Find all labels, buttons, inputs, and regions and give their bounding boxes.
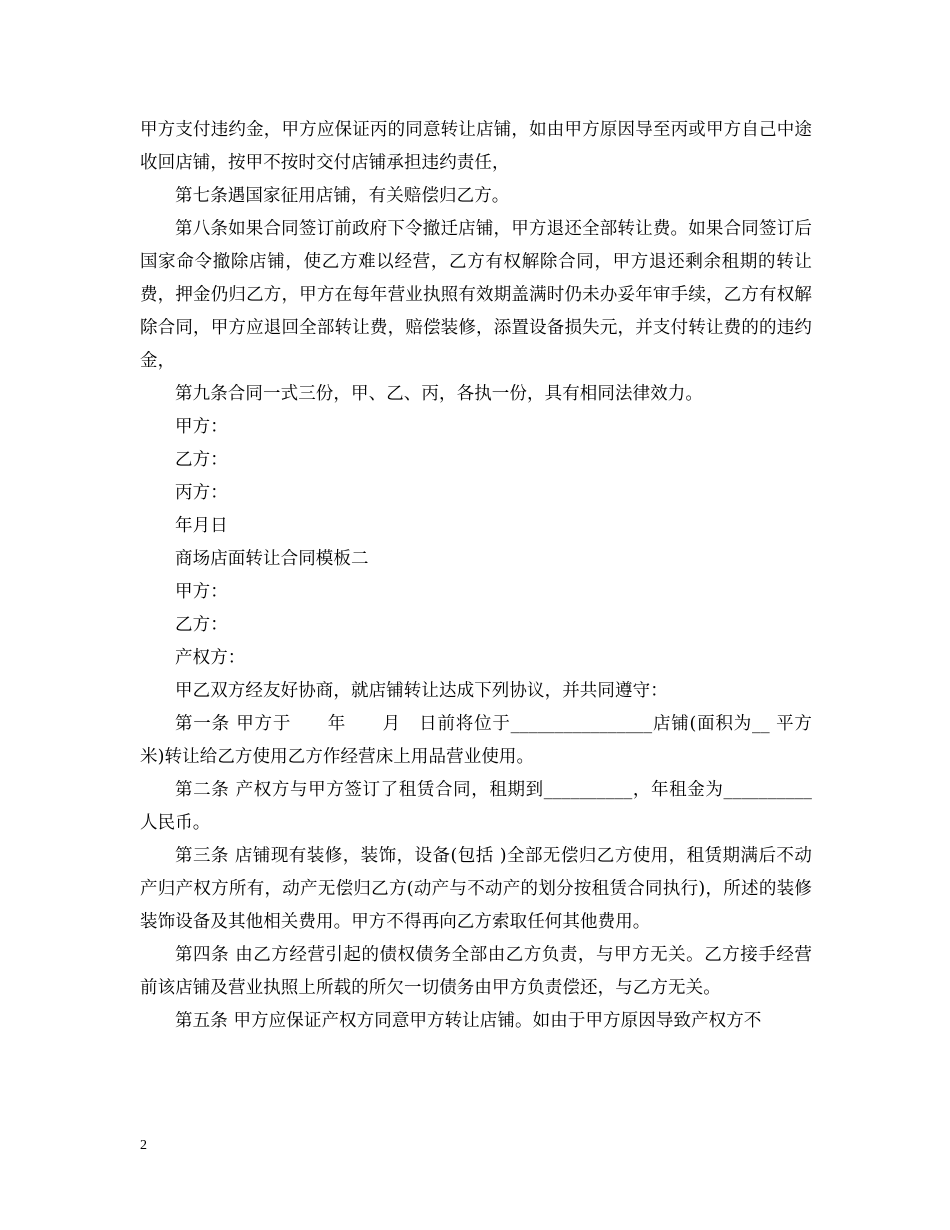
paragraph: 第四条 由乙方经营引起的债权债务全部由乙方负责，与甲方无关。乙方接手经营前该店铺及营业执照上所载的所欠一切债务由甲方负责偿还，与乙方无关。 (140, 945, 812, 998)
paragraph: 甲方支付违约金，甲方应保证丙的同意转让店铺，如由甲方原因导至丙或甲方自己中途收回店铺，按甲不按时交付店铺承担违约责任， (140, 120, 812, 173)
document-body (140, 114, 812, 1038)
section-title: 商场店面转让合同模板二 (175, 549, 369, 569)
signature-label-party-c: 丙方： (175, 483, 228, 503)
signature-label-party-b: 乙方： (175, 450, 228, 470)
paragraph: 第七条遇国家征用店铺，有关赔偿归乙方。 (175, 186, 510, 206)
party-b-label: 乙方： (175, 615, 228, 635)
paragraph: 第三条 店铺现有装修，装饰，设备(包括 )全部无偿归乙方使用，租赁期满后不动产归产权方所有，动产无偿归乙方(动产与不动产的划分按租赁合同执行)，所述的装修装饰设备及其他相关费用。甲方不得再向乙方索取任何其他费用。 (140, 846, 812, 932)
paragraph: 第一条 甲方于 年 月 日前将位于________________店铺(面积为__ 平方米)转让给乙方使用乙方作经营床上用品营业使用。 (140, 714, 812, 767)
paragraph: 第八条如果合同签订前政府下令撤迁店铺，甲方退还全部转让费。如果合同签订后国家命令撤除店铺，使乙方难以经营，乙方有权解除合同，甲方退还剩余租期的转让费，押金仍归乙方，甲方在每年营业执照有效期盖满时仍未办妥年审手续，乙方有权解除合同，甲方应退回全部转让费，赔偿装修，添置设备损失元，并支付转让费的的违约金， (140, 219, 812, 371)
page-number: 2 (140, 1138, 147, 1153)
signature-date: 年月日 (175, 516, 228, 536)
paragraph: 第二条 产权方与甲方签订了租赁合同，租期到__________，年租金为__________人民币。 (140, 780, 812, 833)
signature-label-party-a: 甲方： (175, 417, 228, 437)
party-a-label: 甲方： (175, 582, 228, 602)
paragraph: 第五条 甲方应保证产权方同意甲方转让店铺。如由于甲方原因导致产权方不 (175, 1011, 762, 1031)
paragraph: 第九条合同一式三份，甲、乙、丙，各执一份，具有相同法律效力。 (175, 384, 703, 404)
paragraph: 甲乙双方经友好协商，就店铺转让达成下列协议，并共同遵守： (175, 681, 668, 701)
property-owner-label: 产权方： (175, 648, 246, 668)
